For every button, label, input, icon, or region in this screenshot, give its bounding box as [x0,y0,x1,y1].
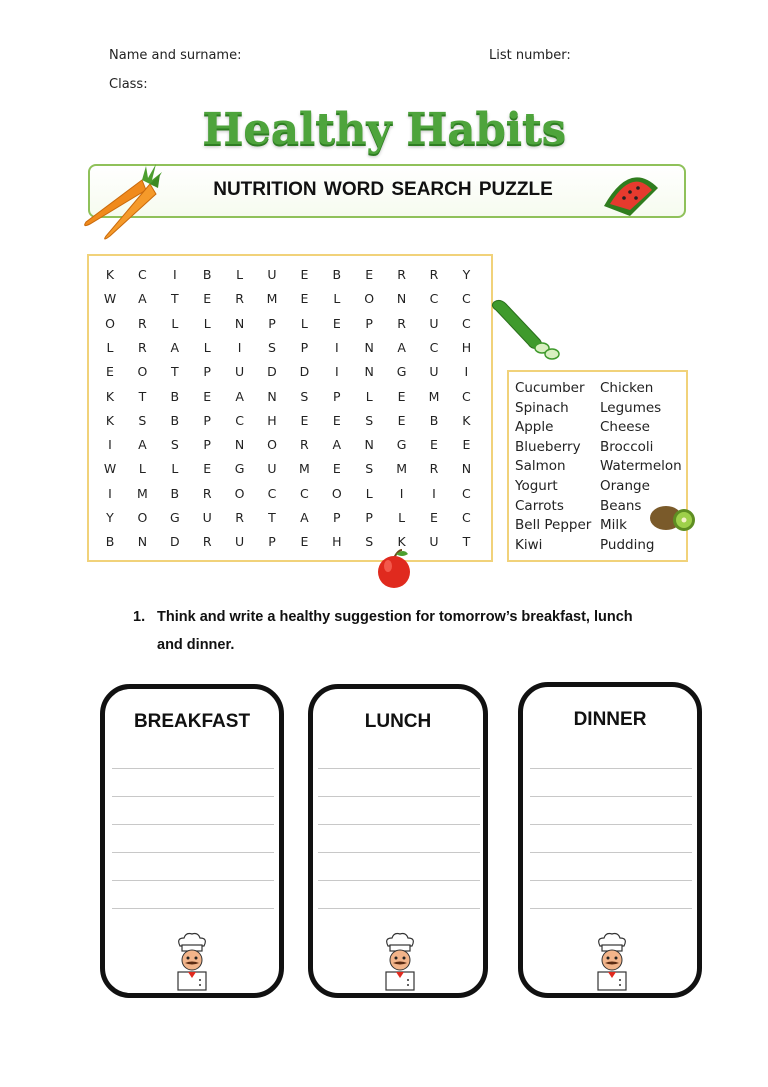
grid-letter: P [333,510,341,525]
grid-letter: N [396,291,407,307]
grid-letter: E [203,461,212,477]
grid-letter: L [333,291,341,307]
grid-letter: C [267,485,277,501]
cucumber-icon [490,296,566,364]
grid-letter: E [203,291,212,307]
grid-letter: R [138,339,147,355]
chef-icon [592,932,632,997]
grid-letter: E [300,534,309,550]
grid-letter: N [364,339,374,355]
grid-letter: K [462,412,471,428]
grid-letter: A [332,437,342,453]
word-list-item: Watermelon [600,458,682,475]
writing-line [530,852,692,853]
grid-letter: L [203,315,211,331]
grid-letter: G [396,364,407,380]
word-list-item: Orange [600,478,650,494]
grid-letter: K [105,412,115,428]
grid-letter: H [267,412,277,428]
grid-letter: N [137,534,148,550]
grid-letter: D [169,534,180,550]
writing-line [112,852,274,853]
grid-letter: R [397,267,406,282]
grid-letter: I [464,364,469,380]
writing-line [530,824,692,825]
grid-letter: N [364,437,374,453]
grid-letter: R [202,534,212,550]
grid-letter: P [333,388,341,404]
grid-letter: A [300,510,309,525]
grid-letter: P [203,437,211,453]
word-list-item: Bell Pepper [515,517,592,534]
word-list-item: Blueberry [515,438,581,455]
grid-letter: R [138,315,147,331]
grid-letter: L [171,315,179,331]
grid-letter: O [105,315,115,331]
grid-letter: O [137,364,148,380]
grid-letter: U [235,534,245,550]
word-list-item: Salmon [515,458,566,475]
word-list-item: Carrots [515,497,564,514]
grid-letter: B [202,267,212,282]
grid-letter: G [234,461,245,477]
grid-letter: S [300,388,309,404]
grid-letter: B [170,485,180,501]
class-label: Class: [109,77,148,92]
grid-letter: S [365,461,374,477]
grid-letter: E [300,267,309,282]
grid-letter: C [235,412,244,428]
writing-line [112,768,274,769]
word-list-item: Cheese [600,419,650,436]
writing-line [318,824,480,825]
writing-line [318,768,480,769]
grid-letter: I [108,485,112,501]
apple-icon [374,546,414,590]
grid-letter: O [331,485,342,501]
grid-letter: G [396,437,407,453]
grid-letter: N [461,461,472,477]
grid-letter: U [429,315,439,331]
word-list-item: Legumes [600,399,662,416]
writing-line [530,880,692,881]
chef-icon [380,932,420,997]
word-list-item: Kiwi [515,536,543,553]
grid-letter: P [365,510,373,525]
grid-letter: U [235,364,245,380]
grid-letter: C [429,339,439,355]
page-title: Healthy Habits [202,104,566,155]
grid-letter: P [203,364,211,380]
writing-line [530,796,692,797]
grid-letter: I [237,339,242,355]
grid-letter: O [267,437,277,453]
grid-letter: E [397,388,406,404]
grid-letter: T [462,534,471,550]
writing-line [318,852,480,853]
grid-letter: U [267,461,277,477]
grid-letter: S [138,412,147,428]
grid-letter: I [334,339,339,355]
grid-letter: B [105,534,115,550]
grid-letter: L [365,388,373,404]
grid-letter: H [332,534,342,550]
grid-letter: U [429,534,439,550]
grid-letter: A [397,339,406,355]
grid-letter: P [300,339,309,355]
grid-letter: E [332,315,341,331]
grid-letter: A [138,291,147,307]
grid-letter: K [397,534,406,550]
grid-letter: B [170,388,180,404]
writing-line [530,908,692,909]
grid-letter: H [461,339,472,355]
grid-letter: C [462,485,471,501]
grid-letter: M [136,485,148,501]
name-surname-label: Name and surname: [109,48,242,63]
grid-letter: P [365,315,373,331]
grid-letter: C [462,291,471,307]
grid-letter: P [203,412,211,428]
puzzle-title: NUTRITION WORD SEARCH PUZZLE [213,179,553,200]
grid-letter: N [364,364,374,380]
grid-letter: L [106,339,114,355]
grid-letter: M [428,388,440,404]
grid-letter: O [364,291,375,307]
grid-letter: E [332,461,341,477]
grid-letter: A [235,388,244,404]
grid-letter: D [299,364,310,380]
grid-letter: N [234,437,245,453]
word-list-item: Apple [515,419,554,436]
word-list-item: Yogurt [515,478,558,494]
grid-letter: R [202,485,212,501]
grid-letter: K [105,267,115,282]
grid-letter: K [105,388,115,404]
grid-letter: C [138,267,147,282]
writing-line [318,880,480,881]
grid-letter: M [396,461,407,477]
grid-letter: E [397,412,406,428]
grid-letter: G [169,510,180,525]
grid-letter: L [138,461,146,477]
grid-letter: T [138,388,147,404]
grid-letter: U [202,510,212,525]
word-list-item: Pudding [600,536,655,553]
question-text-line2: and dinner. [157,637,235,653]
grid-letter: A [170,339,180,355]
grid-letter: L [300,315,308,331]
grid-letter: P [268,315,276,331]
grid-letter: A [138,437,147,453]
grid-letter: W [103,461,117,477]
grid-letter: I [108,437,112,453]
grid-letter: Y [462,267,471,282]
grid-letter: Y [106,510,114,525]
grid-letter: S [170,437,179,453]
word-list-item: Broccoli [600,438,654,455]
writing-line [318,796,480,797]
writing-line [112,880,274,881]
word-list-item: Milk [600,517,627,534]
lunch-title: LUNCH [364,711,432,732]
grid-letter: N [267,388,277,404]
grid-letter: E [106,364,114,380]
kiwi-icon [648,500,698,536]
grid-letter: L [203,339,211,355]
grid-letter: T [170,291,179,307]
word-list-item: Cucumber [515,380,585,396]
grid-letter: E [203,388,212,404]
grid-letter: D [267,364,277,380]
grid-letter: L [236,267,244,282]
grid-letter: I [334,364,339,380]
grid-letter: R [235,510,244,525]
grid-letter: R [429,267,439,282]
grid-letter: O [137,510,148,525]
grid-letter: N [234,315,245,331]
list-number-label: List number: [489,48,571,63]
grid-letter: T [268,510,276,525]
grid-letter: E [365,267,374,282]
grid-letter: E [332,412,341,428]
writing-line [112,796,274,797]
grid-letter: T [170,364,179,380]
grid-letter: E [430,510,438,525]
grid-letter: W [103,291,117,307]
writing-line [318,908,480,909]
grid-letter: P [268,534,276,550]
word-list-item: Beans [600,497,642,514]
grid-letter: E [300,412,309,428]
grid-letter: S [268,339,276,355]
grid-letter: C [462,510,471,525]
grid-letter: R [397,315,406,331]
grid-letter: U [267,267,277,282]
chef-icon [172,932,212,997]
writing-line [112,908,274,909]
grid-letter: E [462,437,471,453]
question-text-line1: Think and write a healthy suggestion for tomorrow’s breakfast, lunch [157,609,633,625]
breakfast-title: BREAKFAST [133,711,251,732]
grid-letter: I [432,485,436,501]
grid-letter: R [300,437,309,453]
word-list-item: Spinach [515,399,569,416]
grid-letter: S [365,534,374,550]
word-list-item: Chicken [600,380,654,396]
grid-letter: B [429,412,439,428]
question-number: 1. [133,609,146,625]
grid-letter: C [462,388,471,404]
grid-letter: L [171,461,179,477]
grid-letter: B [332,267,342,282]
dinner-title: DINNER [573,709,647,730]
grid-letter: C [429,291,439,307]
grid-letter: C [462,315,471,331]
grid-letter: M [298,461,310,477]
grid-letter: I [172,267,177,282]
watermelon-icon [600,170,662,220]
grid-letter: R [235,291,244,307]
grid-letter: O [234,485,245,501]
grid-letter: R [429,461,439,477]
grid-letter: S [365,412,374,428]
grid-letter: L [398,510,406,525]
writing-line [112,824,274,825]
grid-letter: U [429,364,439,380]
grid-letter: E [300,291,309,307]
grid-letter: B [170,412,180,428]
grid-letter: E [430,437,438,453]
grid-letter: C [300,485,309,501]
carrot-icon [80,162,166,240]
grid-letter: M [266,291,278,307]
grid-letter: L [365,485,373,501]
writing-line [530,768,692,769]
grid-letter: I [399,485,404,501]
